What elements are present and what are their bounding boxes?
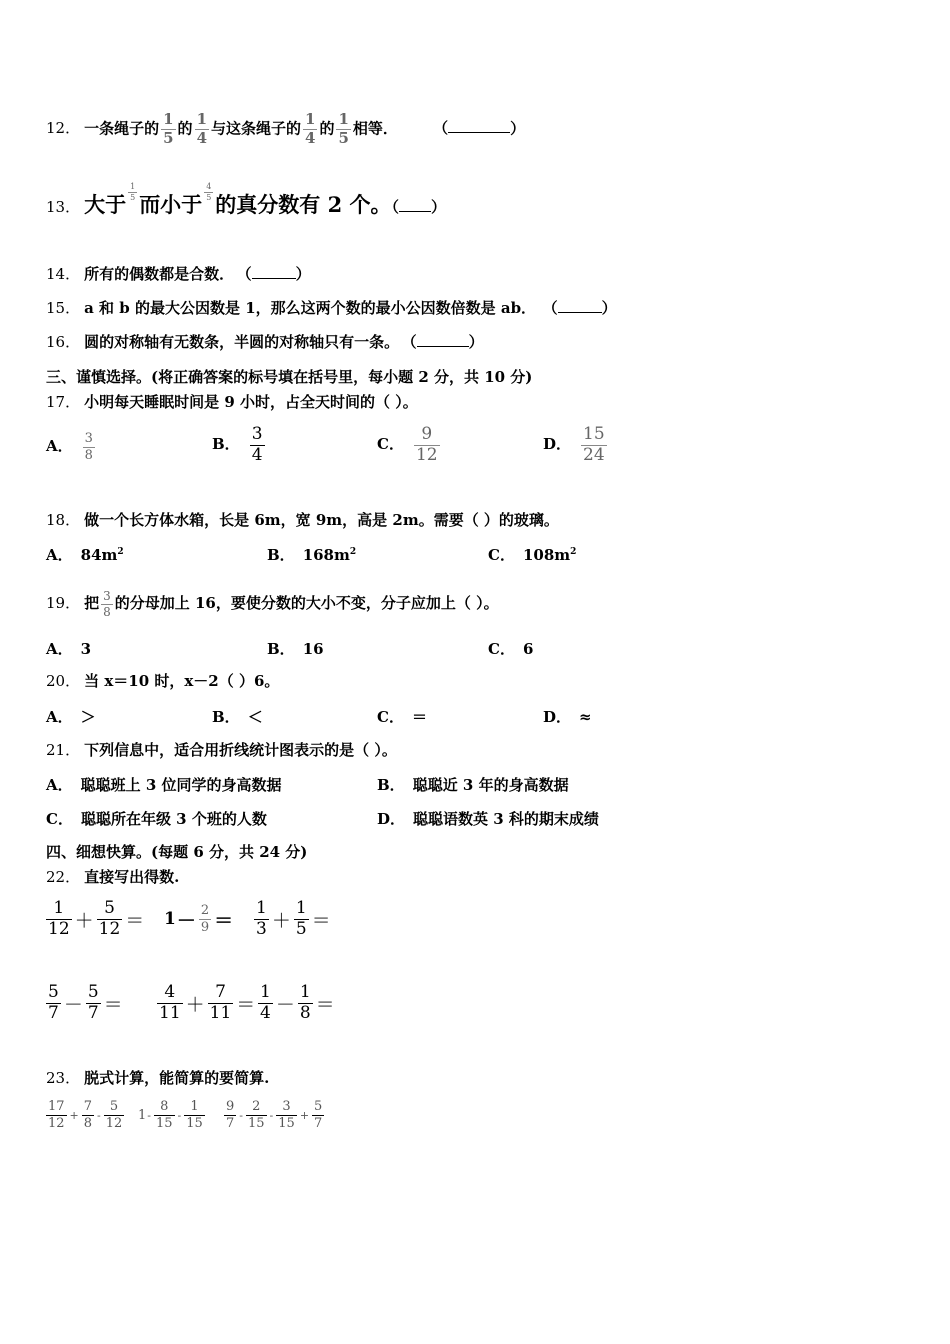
fraction: $\frac{1}{5}$ <box>163 110 174 147</box>
answer-blank[interactable] <box>399 211 431 212</box>
answer-blank[interactable] <box>417 346 469 347</box>
question-number: 17． <box>46 393 81 411</box>
question-number: 15． <box>46 299 81 317</box>
question-number: 20． <box>46 672 81 690</box>
option-c[interactable]: C． ＝ <box>377 708 427 726</box>
option-a[interactable]: A． ＞ <box>46 708 96 726</box>
answer-blank[interactable] <box>558 312 602 313</box>
option-c[interactable]: C． $108m^2$ <box>488 546 577 564</box>
section-heading-4: 四、细想快算。(每题 6 分，共 24 分) <box>46 843 308 861</box>
question-14: 14． 所有的偶数都是合数． （ ） <box>46 265 311 283</box>
option-c[interactable]: C． 6 <box>488 640 534 658</box>
expression-5: $\frac{4}{11}$ ＋ $\frac{7}{11}$ ＝ <box>159 982 256 1023</box>
question-number: 18． <box>46 511 81 529</box>
calculation-3: $\frac{9}{7}$ - $\frac{2}{15}$ - $\frac{3}{15}$ + $\frac{5}{7}$ <box>226 1099 323 1131</box>
question-number: 22． <box>46 868 81 886</box>
question-16: 16． 圆的对称轴有无数条，半圆的对称轴只有一条。 （ ） <box>46 333 484 351</box>
answer-blank[interactable] <box>448 132 510 133</box>
expression-2: 1 － $\frac{2}{9}$ ＝ <box>164 903 234 935</box>
expression-4: $\frac{5}{7}$ － $\frac{5}{7}$ ＝ <box>48 982 123 1023</box>
question-number: 16． <box>46 333 81 351</box>
option-a[interactable]: A． $84m^2$ <box>46 546 124 564</box>
fraction: $\frac{4}{5}$ <box>206 181 212 202</box>
question-18: 18． 做一个长方体水箱，长是 6m，宽 9m，高是 2m。需要（ ）的玻璃。 <box>46 511 559 529</box>
option-c[interactable]: C． $\frac{9}{12}$ <box>377 424 438 465</box>
question-number: 12． <box>46 119 81 138</box>
question-number: 21． <box>46 741 81 759</box>
answer-blank[interactable] <box>252 278 296 279</box>
option-b[interactable]: B． 聪聪近 3 年的身高数据 <box>377 776 569 794</box>
question-number: 23． <box>46 1069 81 1087</box>
option-b[interactable]: B． $\frac{3}{4}$ <box>212 424 263 465</box>
option-b[interactable]: B． ＜ <box>212 708 263 726</box>
question-12: 12． 一条绳子的 $\frac{1}{5}$ 的 $\frac{1}{4}$ 与这条绳子的 $\frac{1}{4}$ 的 $\frac{1}{5}$ 相等． （ ） <box>46 110 526 147</box>
question-15: 15． a 和 b 的最大公因数是 1，那么这两个数的最小公因数倍数是 ab． （ ） <box>46 299 617 317</box>
calculation-1: $\frac{17}{12}$ + $\frac{7}{8}$ - $\frac{5}{12}$ <box>48 1099 123 1131</box>
option-d[interactable]: D． $\frac{15}{24}$ <box>543 424 605 465</box>
expression-3: $\frac{1}{3}$ ＋ $\frac{1}{5}$ ＝ <box>256 898 331 939</box>
question-13: 13． 大于 $\frac{1}{5}$ 而小于 $\frac{4}{5}$ 的真分数有 2 个。（ ） <box>46 181 447 217</box>
question-number: 19． <box>46 594 81 613</box>
fraction: $\frac{1}{5}$ <box>338 110 349 147</box>
option-b[interactable]: B． $168m^2$ <box>267 546 357 564</box>
option-d[interactable]: D． ≈ <box>543 708 592 726</box>
question-20: 20． 当 x＝10 时，x－2（ ）6。 <box>46 672 280 690</box>
section-heading-3: 三、谨慎选择。(将正确答案的标号填在括号里，每小题 2 分，共 10 分) <box>46 368 533 386</box>
expression-1: $\frac{1}{12}$ ＋ $\frac{5}{12}$ ＝ <box>48 898 145 939</box>
fraction: $\frac{1}{4}$ <box>305 110 316 147</box>
option-a[interactable]: A． 聪聪班上 3 位同学的身高数据 <box>46 776 282 794</box>
question-23: 23． 脱式计算，能简算的要简算. <box>46 1069 270 1087</box>
option-d[interactable]: D． 聪聪语数英 3 科的期末成绩 <box>377 810 599 828</box>
option-c[interactable]: C． 聪聪所在年级 3 个班的人数 <box>46 810 267 828</box>
question-21: 21． 下列信息中，适合用折线统计图表示的是（ ）。 <box>46 741 397 759</box>
question-17: 17． 小明每天睡眠时间是 9 小时，占全天时间的（ ）。 <box>46 393 418 411</box>
calculation-2: 1 - $\frac{8}{15}$ - $\frac{1}{15}$ <box>138 1099 203 1131</box>
fraction: $\frac{1}{4}$ <box>196 110 207 147</box>
option-a[interactable]: A． $\frac{3}{8}$ <box>46 431 93 463</box>
option-a[interactable]: A． 3 <box>46 640 92 658</box>
question-number: 13． <box>46 198 81 216</box>
expression-6: $\frac{1}{4}$ － $\frac{1}{8}$ ＝ <box>260 982 335 1023</box>
question-number: 14． <box>46 265 81 283</box>
question-22: 22． 直接写出得数. <box>46 868 180 886</box>
option-b[interactable]: B． 16 <box>267 640 324 658</box>
question-19: 19． 把 $\frac{3}{8}$ 的分母加上 16，要使分数的大小不变，分子应加上（ ）。 <box>46 589 499 619</box>
fraction: $\frac{3}{8}$ <box>103 589 111 619</box>
fraction: $\frac{1}{5}$ <box>130 181 136 202</box>
